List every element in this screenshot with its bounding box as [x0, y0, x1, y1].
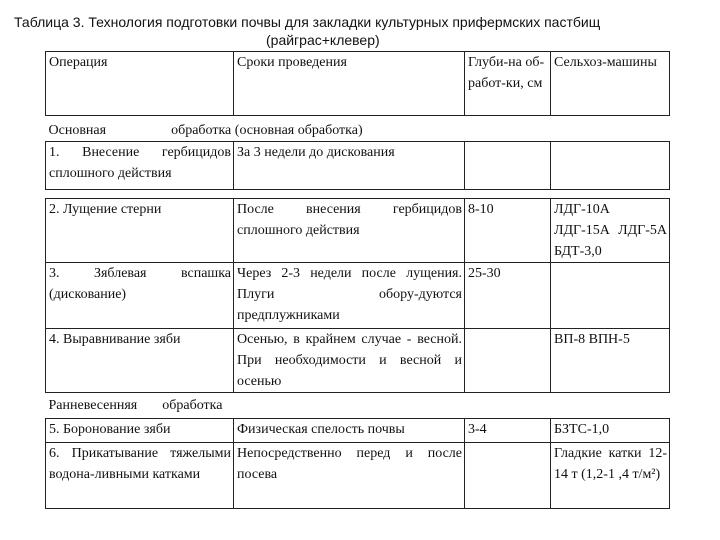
header-machines: Сельхоз-машины: [551, 52, 670, 116]
row-1-operation: 1. Внесение гербицидов сплошного действия: [46, 142, 234, 190]
row-2-machines: ЛДГ-10А ЛДГ-15А ЛДГ-5А БДТ-3,0: [551, 199, 670, 263]
row-4-timing: Осенью, в крайнем случае - весной. При необходимости и весной и осенью: [234, 329, 465, 393]
row-2-depth: 8-10: [465, 199, 551, 263]
row-4-machines: ВП-8 ВПН-5: [551, 329, 670, 393]
row-3-machines: [551, 263, 670, 329]
header-operation: Операция: [46, 52, 234, 116]
row-3-timing: Через 2-3 недели после лущения. Плуги обору-дуются предплужниками: [234, 263, 465, 329]
row-3-operation: 3. Зяблевая вспашка (дискование): [46, 263, 234, 329]
row-1-machines: [551, 142, 670, 190]
section-title-spring-a: Ранневесенняя: [48, 398, 138, 413]
row-4-operation: 4. Выравнивание зяби: [46, 329, 234, 393]
header-depth: Глуби-на об-работ-ки, см: [465, 52, 551, 116]
row-2-operation: 2. Лущение стерни: [46, 199, 234, 263]
table-row: [46, 199, 670, 263]
section-row-main: [46, 116, 670, 142]
row-3-depth: 25-30: [465, 263, 551, 329]
table-row: [46, 419, 670, 443]
row-5-operation: 5. Боронование зяби: [46, 419, 234, 443]
table-row: [46, 142, 670, 190]
row-6-timing: Непосредственно перед и после посева: [234, 443, 465, 509]
table-row: [46, 263, 670, 329]
row-5-machines: БЗТС-1,0: [551, 419, 670, 443]
row-6-depth: [465, 443, 551, 509]
caption-line-1: Таблица 3. Технология подготовки почвы для закладки культурных прифермских пастбищ: [14, 14, 601, 30]
caption-line-2: (райграс+клевер): [266, 32, 380, 48]
row-1-timing: За 3 недели до дискования: [234, 142, 465, 190]
header-timing: Сроки проведения: [234, 52, 465, 116]
section-row-spring: [46, 393, 670, 419]
table-row: [46, 443, 670, 509]
row-5-timing: Физическая спелость почвы: [234, 419, 465, 443]
row-1-depth: [465, 142, 551, 190]
row-6-operation: 6. Прикатывание тяжелыми водона-ливными катками: [46, 443, 234, 509]
row-4-depth: [465, 329, 551, 393]
section-title-main-a: Основная: [48, 123, 107, 138]
section-title-main-b: обработка (основная обработка): [171, 123, 363, 138]
table-row: [46, 329, 670, 393]
table-header-row: [46, 52, 670, 116]
section-title-spring-b: обработка: [162, 398, 223, 413]
row-2-timing: После внесения гербицидов сплошного действия: [234, 199, 465, 263]
row-5-depth: 3-4: [465, 419, 551, 443]
soil-preparation-table: [45, 51, 670, 509]
row-6-machines: Гладкие катки 12-14 т (1,2-1 ,4 т/м²): [551, 443, 670, 509]
